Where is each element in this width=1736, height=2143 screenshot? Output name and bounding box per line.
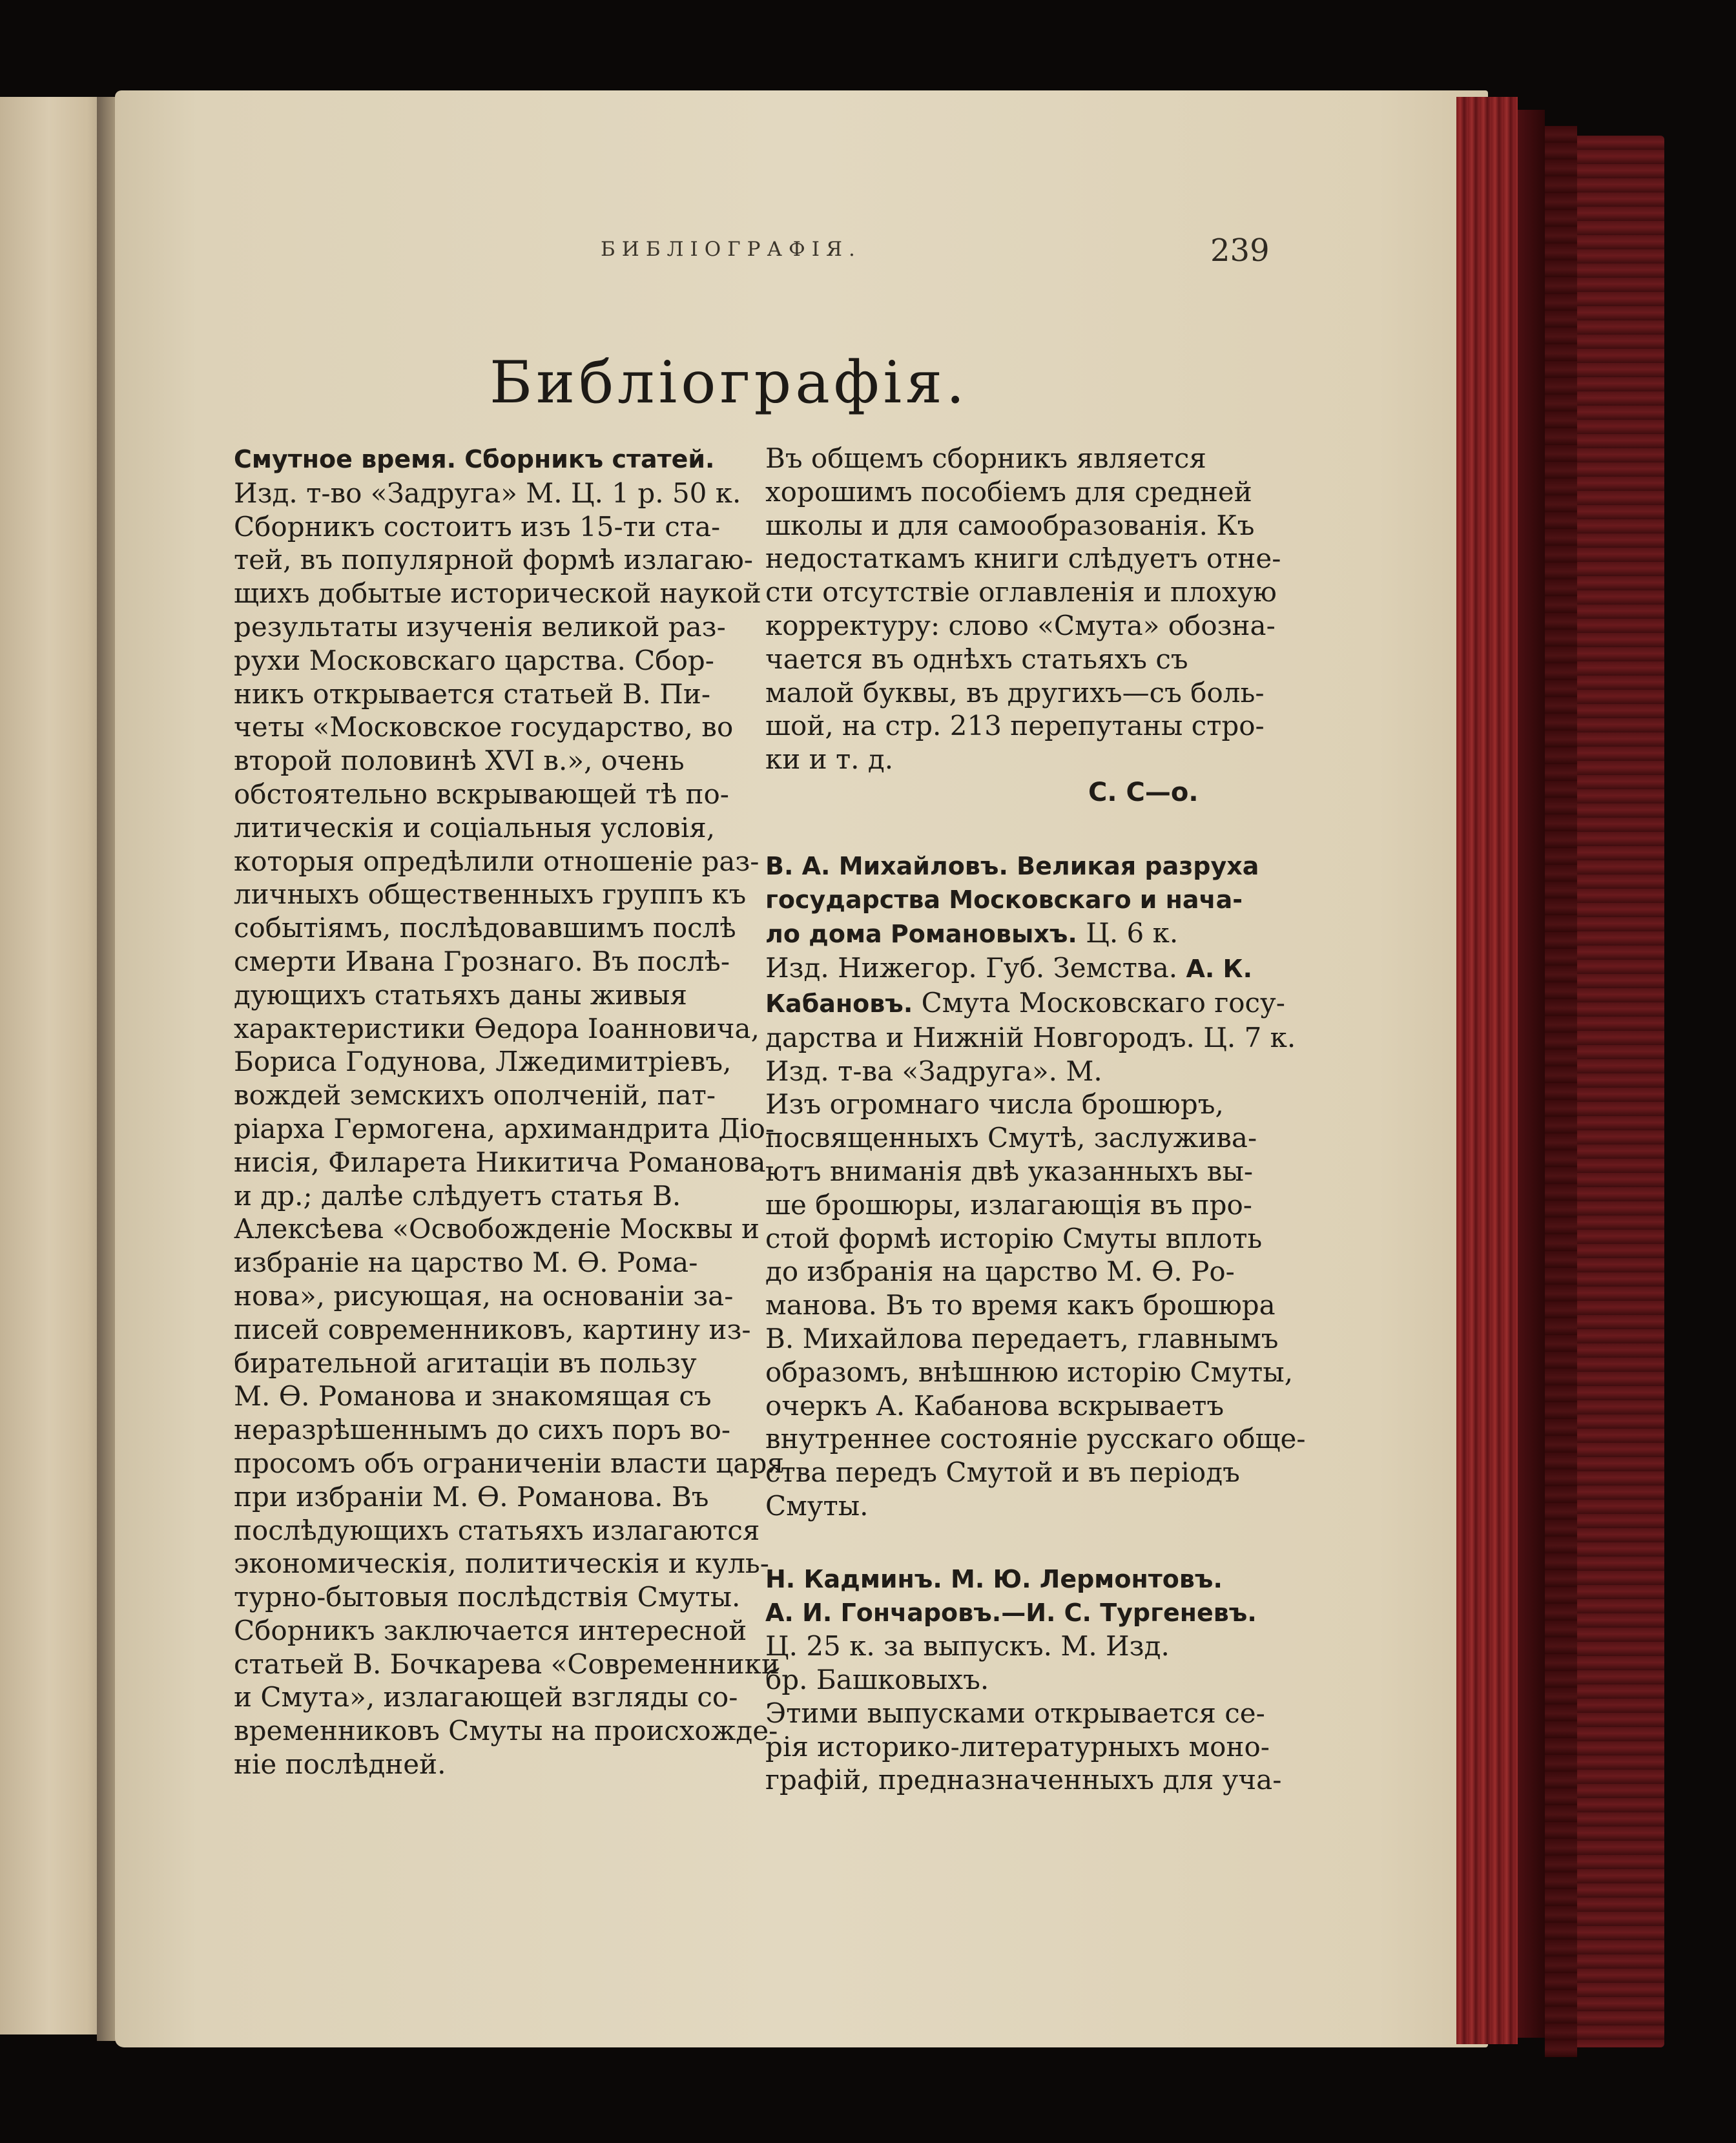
- text-line: писей современниковъ, картину из-: [234, 1313, 751, 1345]
- text-line: стой формѣ исторію Смуты вплоть: [765, 1222, 1263, 1254]
- text-line: рія историко-литературныхъ моно-: [765, 1730, 1270, 1763]
- text-line: ютъ вниманія двѣ указанныхъ вы-: [765, 1155, 1254, 1187]
- text-line: Сборникъ заключается интересной: [234, 1614, 747, 1646]
- text-line: ріарха Гермогена, архимандрита Діо-: [234, 1112, 775, 1144]
- entry-heading: В. А. Михайловъ. Великая разруха: [765, 851, 1259, 880]
- text-line: которыя опредѣлили отношеніе раз-: [234, 845, 760, 877]
- text-line: [765, 916, 1301, 951]
- text-line: и др.; далѣе слѣдуетъ статья В.: [234, 1179, 681, 1212]
- entry-title: Смута Московскаго госу-: [913, 986, 1285, 1019]
- page-number: 239: [1210, 233, 1270, 269]
- text-line: Изд. т-во «Задруга» М. Ц. 1 р. 50 к.: [234, 477, 741, 509]
- text-line: неразрѣшеннымъ до сихъ поръ во-: [234, 1414, 731, 1446]
- entry-price: Ц. 6 к.: [1077, 917, 1179, 949]
- entry-publisher: Изд. Нижегор. Губ. Земства.: [765, 952, 1186, 984]
- text-line: ніе послѣдней.: [234, 1748, 446, 1781]
- left-page-edge: [0, 97, 110, 2034]
- text-line: обстоятельно вскрывающей тѣ по-: [234, 778, 729, 810]
- text-line: Алексѣева «Освобожденіе Москвы и: [234, 1213, 760, 1245]
- text-line: внутреннее состояніе русскаго обще-: [765, 1423, 1306, 1455]
- text-line: хорошимъ пособіемъ для средней: [765, 475, 1252, 508]
- text-line: шой, на стр. 213 перепутаны стро-: [765, 710, 1265, 742]
- text-line: четы «Московское государство, во: [234, 711, 734, 743]
- text-line: результаты изученія великой раз-: [234, 610, 726, 643]
- section-gap: [765, 1523, 1301, 1563]
- text-line: турно-бытовыя послѣдствія Смуты.: [234, 1581, 741, 1613]
- text-line: ше брошюры, излагающія въ про-: [765, 1188, 1252, 1221]
- text-line: дующихъ статьяхъ даны живыя: [234, 978, 687, 1011]
- text-line: второй половинѣ XVI в.», очень: [234, 745, 685, 777]
- text-line: Ц. 25 к. за выпускъ. М. Изд.: [765, 1630, 1170, 1662]
- text-line: [234, 442, 725, 477]
- book-cover-middle: [1545, 126, 1577, 2057]
- text-line: образомъ, внѣшнюю исторію Смуты,: [765, 1356, 1294, 1388]
- entry-heading: А. И. Гончаровъ.—И. С. Тургеневъ.: [765, 1598, 1257, 1627]
- right-column: [765, 442, 1306, 1797]
- section-gap: [765, 810, 1301, 850]
- page-title: Библіографія.: [490, 349, 969, 417]
- text-line: нова», рисующая, на основаніи за-: [234, 1279, 734, 1312]
- text-line: избраніе на царство М. Ө. Рома-: [234, 1247, 698, 1279]
- text-line: Изд. т-ва «Задруга». М.: [765, 1055, 1102, 1087]
- text-line: ства передъ Смутой и въ періодъ: [765, 1456, 1240, 1489]
- text-line: временниковъ Смуты на происхожде-: [234, 1715, 778, 1747]
- text-line: манова. Въ то время какъ брошюра: [765, 1289, 1276, 1321]
- text-line: смерти Ивана Грознаго. Въ послѣ-: [234, 945, 730, 977]
- text-line: ки и т. д.: [765, 743, 894, 776]
- text-line: графій, предназначенныхъ для уча-: [765, 1764, 1282, 1796]
- text-line: Въ общемъ сборникъ является: [765, 442, 1206, 474]
- text-line: Бориса Годунова, Лжедимитріевъ,: [234, 1046, 732, 1078]
- reviewer-signature: С. С—о.: [1088, 777, 1199, 807]
- text-line: статьей В. Бочкарева «Современники: [234, 1648, 780, 1680]
- text-line: недостаткамъ книги слѣдуетъ отне-: [765, 543, 1281, 575]
- text-line: чается въ однѣхъ статьяхъ съ: [765, 643, 1188, 675]
- text-line: рухи Московскаго царства. Сбор-: [234, 644, 714, 676]
- text-line: корректуру: слово «Смута» обозна-: [765, 609, 1276, 641]
- text-line: [765, 986, 1301, 1021]
- text-line: Смуты.: [765, 1489, 869, 1522]
- entry-heading: государства Московскаго и нача-: [765, 885, 1243, 914]
- text-line: вождей земскихъ ополченій, пат-: [234, 1079, 716, 1112]
- entry-heading-part: ло дома Романовыхъ.: [765, 920, 1077, 949]
- text-line: В. Михайлова передаетъ, главнымъ: [765, 1322, 1279, 1354]
- text-line: и Смута», излагающей взгляды со-: [234, 1681, 738, 1713]
- text-line: М. Ө. Романова и знакомящая съ: [234, 1380, 712, 1413]
- text-line: посвященныхъ Смутѣ, заслужива-: [765, 1122, 1257, 1154]
- text-line: Сборникъ состоитъ изъ 15-ти ста-: [234, 510, 721, 543]
- text-line: экономическія, политическія и куль-: [234, 1548, 769, 1580]
- text-line: никъ открывается статьей В. Пи-: [234, 678, 711, 710]
- text-line: сти отсутствіе оглавленія и плохую: [765, 576, 1277, 608]
- text-line: личныхъ общественныхъ группъ къ: [234, 878, 747, 911]
- text-line: просомъ объ ограниченіи власти царя: [234, 1447, 784, 1479]
- page-block-red-edge: [1456, 97, 1518, 2044]
- text-line: малой буквы, въ другихъ—съ боль-: [765, 676, 1265, 709]
- entry-heading: Н. Кадминъ. М. Ю. Лермонтовъ.: [765, 1564, 1223, 1593]
- text-line: тей, въ популярной формѣ излагаю-: [234, 544, 753, 576]
- text-line: [765, 951, 1301, 986]
- text-line: нисія, Филарета Никитича Романова: [234, 1146, 766, 1178]
- entry-heading-part: Кабановъ.: [765, 989, 913, 1018]
- book-cover-outer: [1577, 136, 1664, 2047]
- text-line: бр. Башковыхъ.: [765, 1664, 989, 1696]
- text-line: Этими выпусками открывается се-: [765, 1697, 1265, 1729]
- text-line: характеристики Өедора Іоанновича,: [234, 1012, 760, 1044]
- text-line: событіямъ, послѣдовавшимъ послѣ: [234, 912, 736, 944]
- text-line: очеркъ А. Кабанова вскрываетъ: [765, 1389, 1224, 1422]
- text-line: послѣдующихъ статьяхъ излагаются: [234, 1514, 760, 1546]
- text-line: бирательной агитаціи въ пользу: [234, 1347, 697, 1379]
- book-cover-inner: [1518, 110, 1545, 2038]
- text-line: школы и для самообразованія. Къ: [765, 509, 1255, 541]
- text-line: при избраніи М. Ө. Романова. Въ: [234, 1480, 709, 1513]
- entry-heading: Смутное время. Сборникъ статей.: [234, 445, 715, 473]
- text-line: Изъ огромнаго числа брошюръ,: [765, 1088, 1224, 1121]
- text-line: щихъ добытые исторической наукой: [234, 577, 761, 610]
- entry-heading-part: А. К.: [1186, 955, 1253, 984]
- running-header: БИБЛІОГРАФІЯ.: [601, 238, 862, 261]
- text-line: литическія и соціальныя условія,: [234, 811, 716, 844]
- text-line: дарства и Нижній Новгородъ. Ц. 7 к.: [765, 1021, 1296, 1053]
- left-column: [234, 442, 784, 1781]
- text-line: до избранія на царство М. Ө. Ро-: [765, 1256, 1235, 1288]
